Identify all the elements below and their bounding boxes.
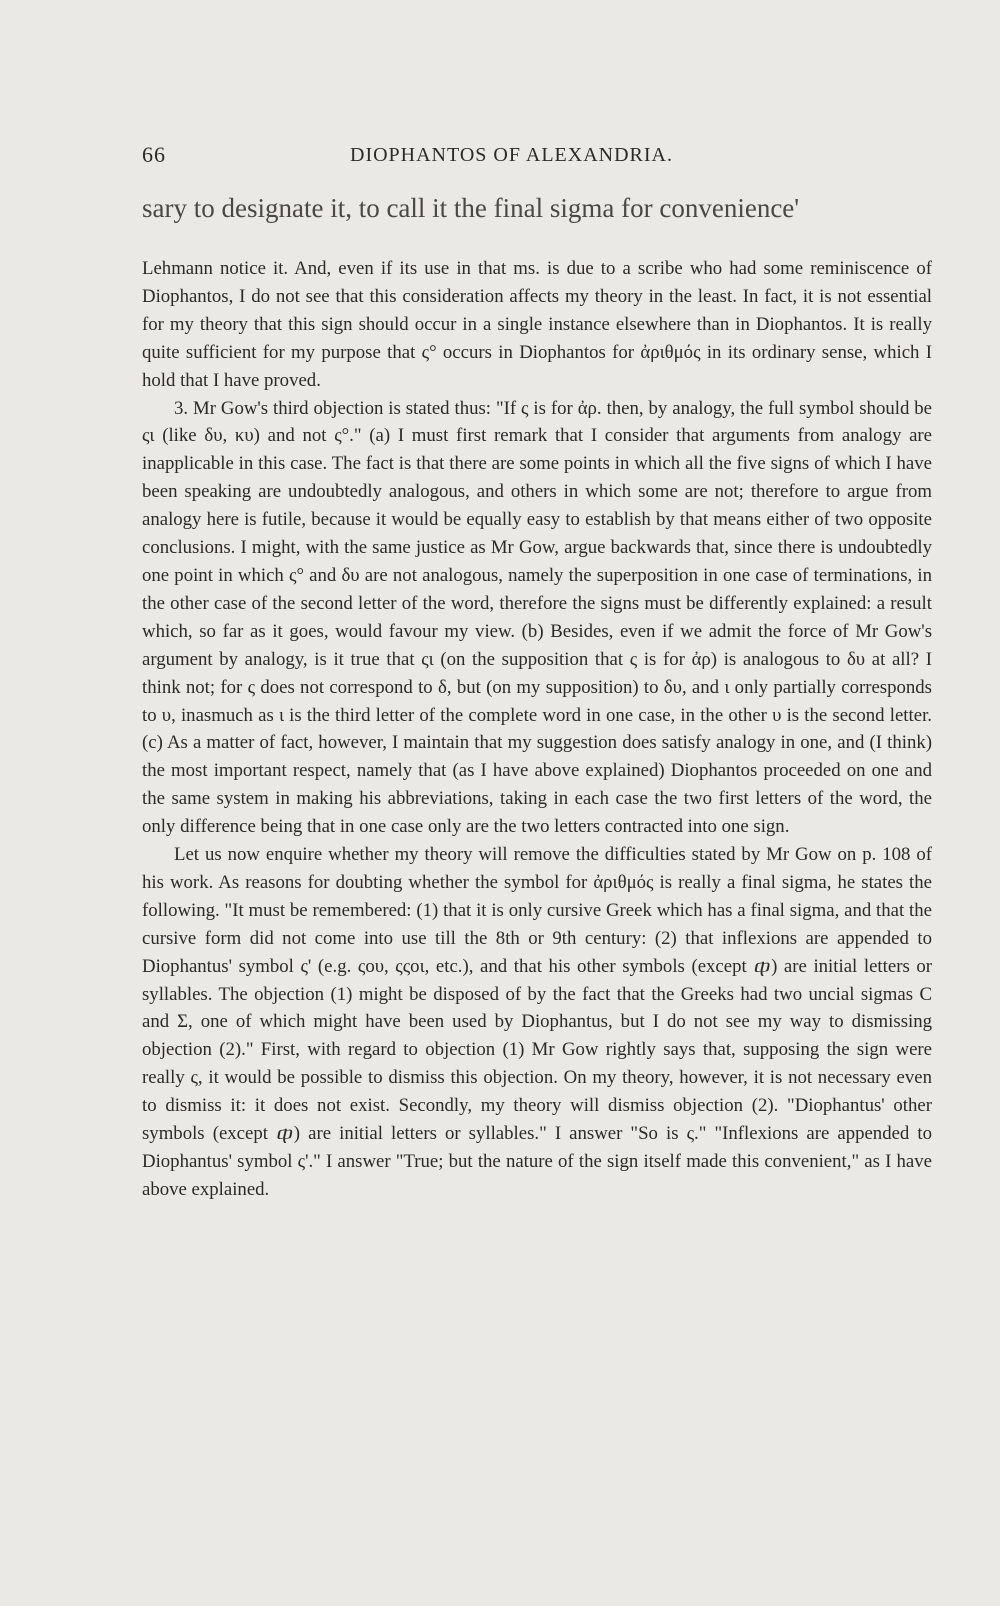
overlapping-fragment-line: sary to designate it, to call it the final sigma for convenience' [142,193,800,223]
paragraph: 3. Mr Gow's third objection is stated thus: "If ς is for ἀρ. then, by analogy, the full symbol should be ςι (like δυ, κυ) and not ς°." (a) I must first remark that I consider that arguments from analogy are inapplicable in this case. The fact is that there are some points in which all the five signs of which I have been speaking are undoubtedly analogous, and others in which some are not; therefore to argue from analogy here is futile, because it would be equally easy to establish by that means either of two opposite conclusions. I might, with the same justice as Mr Gow, argue backwards that, since there is undoubtedly one point in which ς° and δυ are not analogous, namely the superposition in one case of terminations, in the other case of the second letter of the word, therefore the signs must be differently explained: a result which, so far as it goes, would favour my view. (b) Besides, even if we admit the force of Mr Gow's argument by analogy, is it true that ςι (on the supposition that ς is for ἀρ) is analogous to δυ at all? I think not; for ς does not correspond to δ, but (on my supposition) to δυ, and ι only partially corresponds to υ, inasmuch as ι is the third letter of the complete word in one case, in the other υ is the second letter. (c) As a matter of fact, however, I maintain that my suggestion does satisfy analogy in one, and (I think) the most important respect, namely that (as I have above explained) Diophantos proceeded on one and the same system in making his abbreviations, taking in each case the two first letters of the word, the only difference being that in one case only are the two letters contracted into one sign. [142,397,932,838]
paragraph: Lehmann notice it. And, even if its use in that ms. is due to a scribe who had some reminiscence of Diophantos, I do not see that this consideration affects my theory in the least. In fact, it is not essential for my theory that this sign should occur in a single instance elsewhere than in Diophantos. It is really quite sufficient for my purpose that ς° occurs in Diophantos for ἀριθμός in its ordinary sense, which I hold that I have proved. [142,258,932,391]
page-number: 66 [142,142,166,167]
running-title: DIOPHANTOS OF ALEXANDRIA. [350,144,673,166]
body-text [142,255,932,1204]
paragraph: Let us now enquire whether my theory will remove the difficulties stated by Mr Gow on p. 108 of his work. As reasons for doubting whether the symbol for ἀριθμός is really a final sigma, he states the following. "It must be remembered: (1) that it is only cursive Greek which has a final sigma, and that the cursive form did not come into use till the 8th or 9th century: (2) that inflexions are appended to Diophantus' symbol ς' (e.g. ςου, ςςοι, etc.), and that his other symbols (except ⴔ) are initial letters or syllables. The objection (1) might be disposed of by the fact that the Greeks had two uncial sigmas C and Σ, one of which might have been used by Diophantus, but I do not see my way to dismissing objection (2)." First, with regard to objection (1) Mr Gow rightly says that, supposing the sign were really ς, it would be possible to dismiss this objection. On my theory, however, it is not necessary even to dismiss it: it does not exist. Secondly, my theory will dismiss objection (2). "Diophantus' other symbols (except ⴔ) are initial letters or syllables." I answer "So is ς." "Inflexions are appended to Diophantus' symbol ς'." I answer "True; but the nature of the sign itself made this convenient," as I have above explained. [142,844,932,1200]
